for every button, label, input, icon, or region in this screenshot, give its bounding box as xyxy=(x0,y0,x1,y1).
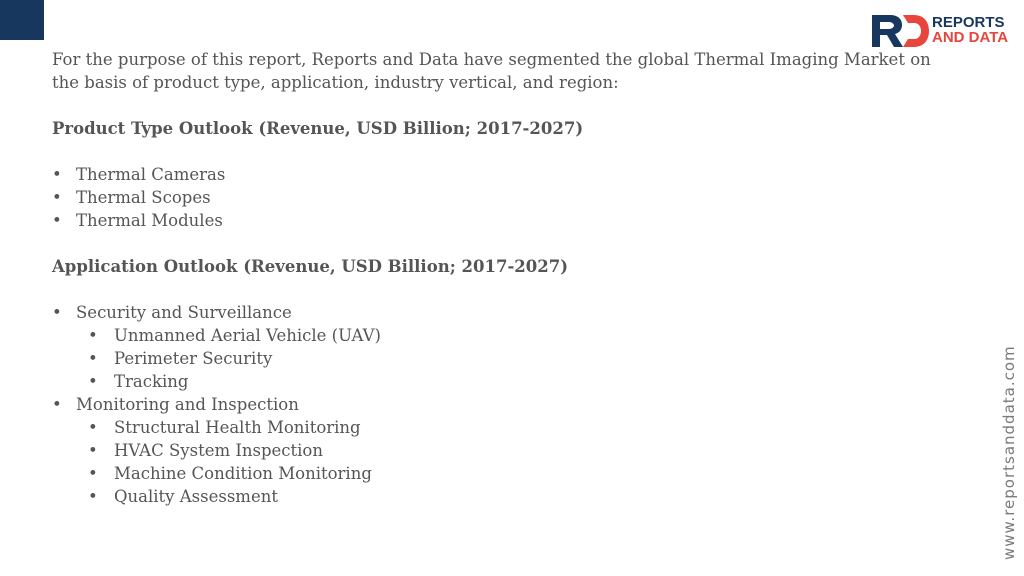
sub-list-item: • HVAC System Inspection xyxy=(76,439,932,462)
product-type-heading: Product Type Outlook (Revenue, USD Billion; 2017-2027) xyxy=(52,119,584,138)
corner-decoration xyxy=(0,0,44,40)
sub-list-item: • Structural Health Monitoring xyxy=(76,416,932,439)
list-item xyxy=(52,301,932,324)
sub-list-item: • Machine Condition Monitoring xyxy=(76,462,932,485)
list-item: • Thermal Modules xyxy=(52,209,932,232)
list-item: • Thermal Cameras xyxy=(52,163,932,186)
intro-paragraph: For the purpose of this report, Reports and Data have segmented the global Thermal Imaging Market on the basis of product type, application, industry vertical, and region: xyxy=(52,50,931,92)
group-label: Monitoring and Inspection xyxy=(76,395,299,414)
reports-and-data-logo xyxy=(872,15,1022,47)
logo-text-and-data: AND DATA xyxy=(932,29,1009,46)
sub-list-item: • Quality Assessment xyxy=(76,485,932,508)
application-list xyxy=(52,301,932,324)
logo-text-reports: REPORTS xyxy=(932,14,1005,31)
sub-list-item: • Perimeter Security xyxy=(76,347,932,370)
sub-list-item: • Unmanned Aerial Vehicle (UAV) xyxy=(76,324,932,347)
product-type-list xyxy=(52,163,932,232)
monitoring-sublist xyxy=(76,416,932,508)
application-heading: Application Outlook (Revenue, USD Billion; 2017-2027) xyxy=(52,257,569,276)
group-label: Security and Surveillance xyxy=(76,303,292,322)
website-url: www.reportsanddata.com xyxy=(1000,345,1018,560)
report-content xyxy=(52,48,932,508)
security-sublist xyxy=(76,324,932,393)
sub-list-item: • Tracking xyxy=(76,370,932,393)
application-list-cont xyxy=(52,393,932,416)
rd-logo-mark-icon xyxy=(872,15,930,47)
list-item: • Thermal Scopes xyxy=(52,186,932,209)
list-item xyxy=(52,393,932,416)
